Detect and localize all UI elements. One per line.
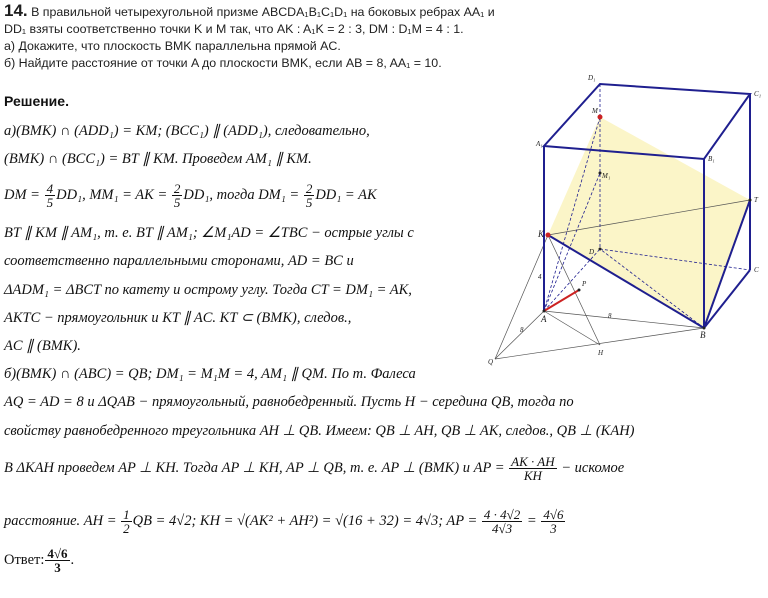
- solution-line-1: а)(BMK) ∩ (ADD₁) = KM; (BCC₁) ∥ (ADD₁), следовательно,: [4, 123, 370, 139]
- frac-den: 5: [46, 195, 54, 210]
- frac-num: 2: [305, 181, 313, 196]
- prism-figure: [486, 68, 768, 368]
- point-d: [599, 248, 602, 251]
- frac-num: 4: [46, 181, 54, 196]
- point-p: [578, 289, 581, 292]
- l13-text-a: расстояние. AH =: [4, 512, 117, 529]
- answer: Ответ: $\frac{4√6}{3}$ .: [4, 546, 75, 575]
- solution-line-7: AKTC − прямоугольник и KT ∥ AC. KT ⊂ (BMK), следов.,: [4, 310, 352, 326]
- fraction-2-5-b: [304, 182, 315, 209]
- label-k: K: [538, 229, 545, 239]
- answer-fraction: [45, 547, 69, 574]
- label-length-4: 4: [538, 273, 542, 281]
- l12-text-a: В ΔKAH проведем AP ⊥ KH. Тогда AP ⊥ KH, AP ⊥ QB, т. е. AP ⊥ (BMK) и AP =: [4, 459, 505, 476]
- problem-part-b: б) Найдите расстояние от точки A до плоскости BMK, если AB = 8, AA₁ = 10.: [4, 56, 442, 70]
- point-m: [598, 115, 603, 120]
- solution-title: Решение.: [4, 93, 69, 109]
- frac-den: 2: [123, 521, 130, 536]
- frac-num: 1: [123, 507, 130, 522]
- fraction-ap: [482, 508, 522, 535]
- label-b: B: [700, 330, 706, 340]
- fraction-ak-ah-kh: [509, 455, 556, 482]
- label-a: A: [541, 314, 547, 324]
- l3-text-a: DM =: [4, 186, 40, 203]
- problem-line-1: В правильной четырехугольной призме ABCDA₁B₁C₁D₁ на боковых ребрах AA₁ и: [31, 5, 495, 19]
- segment-ap: [544, 290, 579, 311]
- label-m1: M₁: [602, 172, 611, 180]
- label-a1: A₁: [536, 140, 543, 148]
- edge-ad: [544, 249, 600, 311]
- label-p: P: [582, 280, 587, 288]
- label-h: H: [598, 349, 604, 357]
- answer-label: Ответ:: [4, 551, 45, 568]
- l13-eq: =: [526, 512, 537, 529]
- label-c: C: [754, 266, 759, 274]
- solution-line-12: [4, 455, 624, 482]
- problem-line-2: DD₁ взяты соответственно точки K и M так, что AK : A₁K = 2 : 3, DM : D₁M = 4 : 1.: [4, 22, 464, 36]
- line-k-q: [495, 235, 548, 359]
- label-q: Q: [488, 358, 494, 366]
- point-k: [546, 233, 551, 238]
- l3-text-d: DD₁ = AK: [315, 186, 377, 203]
- frac-den: 4√3: [492, 521, 513, 536]
- fraction-2-5-a: [172, 182, 183, 209]
- frac-den: KH: [523, 468, 542, 483]
- frac-den: 5: [305, 195, 313, 210]
- solution-line-5: соответственно параллельными сторонами, AD = BC и: [4, 253, 354, 269]
- solution-line-4: BT ∥ KM ∥ AM₁, т. е. BT ∥ AM₁; ∠M₁AD = ∠TBC − острые углы с: [4, 225, 414, 241]
- fraction-4-5: [45, 182, 56, 209]
- label-b1: B₁: [708, 155, 715, 163]
- frac-num: 2: [173, 181, 181, 196]
- label-t: T: [754, 196, 758, 204]
- frac-den: 5: [173, 195, 181, 210]
- l13-text-b: QB = 4√2; KH = √(AK² + AH²) = √(16 + 32) = 4√3; AP =: [132, 512, 478, 529]
- solution-line-2: (BMK) ∩ (BCC₁) = BT ∥ KM. Проведем AM₁ ∥ KM.: [4, 151, 312, 167]
- frac-num: 4√6: [47, 546, 68, 561]
- frac-num: 4 · 4√2: [483, 507, 521, 522]
- l12-text-b: − искомое: [561, 459, 625, 476]
- label-length-8-aq: 8: [520, 326, 524, 334]
- label-m: M: [592, 107, 598, 115]
- problem-statement: [4, 2, 764, 72]
- solution-line-10: AQ = AD = 8 и ΔQAB − прямоугольный, равнобедренный. Пусть H − середина QB, тогда по: [4, 394, 574, 410]
- fraction-1-2: [121, 508, 132, 535]
- frac-den: 3: [550, 521, 557, 536]
- solution-line-11: свойству равнобедренного треугольника AH ⊥ QB. Имеем: QB ⊥ AH, QB ⊥ AK, следов., QB ⊥ (KAH): [4, 423, 635, 439]
- label-c1: C₁: [754, 90, 762, 98]
- solution-line-13: [4, 508, 566, 535]
- solution-line-9: б)(BMK) ∩ (ABC) = QB; DM₁ = M₁M = 4, AM₁ ∥ QM. По т. Фалеса: [4, 366, 416, 382]
- solution-line-6: ΔADM₁ = ΔBCT по катету и острому углу. Тогда CT = DM₁ = AK,: [4, 282, 412, 298]
- point-a: [543, 310, 546, 313]
- label-d1: D₁: [588, 74, 596, 82]
- fraction-4sqrt6-3: [541, 508, 565, 535]
- solution-line-3: [4, 182, 377, 209]
- frac-num: 4√6: [543, 507, 564, 522]
- problem-number: 14.: [4, 1, 28, 20]
- solution-line-8: AC ∥ (BMK).: [4, 338, 81, 354]
- label-d: D: [589, 248, 595, 256]
- label-length-8-ab: 8: [608, 312, 612, 320]
- point-t: [749, 199, 752, 202]
- frac-den: 3: [54, 560, 61, 575]
- line-q-a: [495, 311, 544, 359]
- l3-text-c: DD₁, тогда DM₁ =: [183, 186, 300, 203]
- l3-text-b: DD₁, MM₁ = AK =: [56, 186, 168, 203]
- problem-part-a: а) Докажите, что плоскость BMK параллельна прямой AC.: [4, 39, 341, 53]
- frac-num: AK · AH: [511, 454, 555, 469]
